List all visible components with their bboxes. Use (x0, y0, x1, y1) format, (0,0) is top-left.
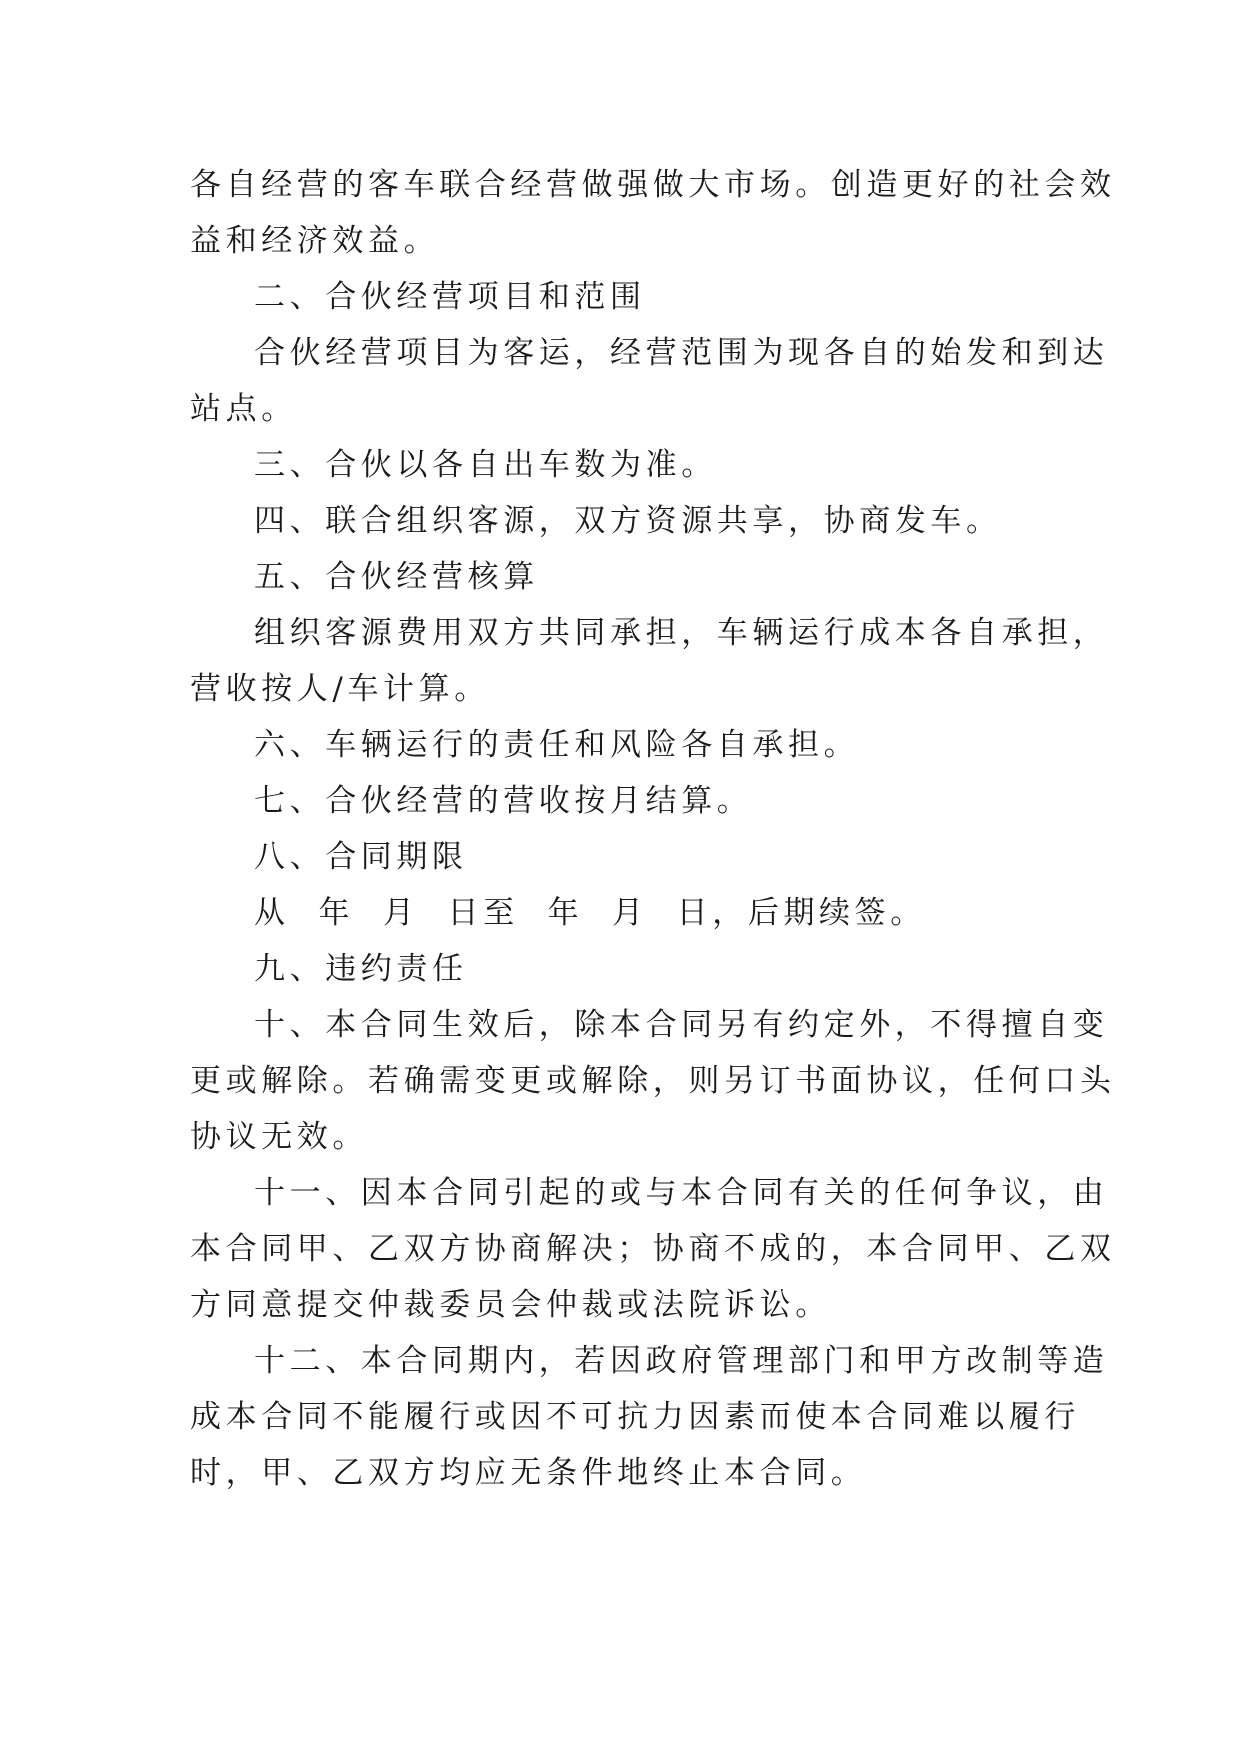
paragraph-line: 十一、因本合同引起的或与本合同有关的任何争议，由 (254, 1175, 1109, 1211)
section-heading: 四、联合组织客源，双方资源共享，协商发车。 (254, 503, 1002, 539)
paragraph-line: 协议无效。 (190, 1119, 368, 1155)
paragraph-line: 各自经营的客车联合经营做强做大市场。创造更好的社会效 (190, 167, 1116, 203)
document-body (190, 157, 1116, 1501)
section-heading: 三、合伙以各自出车数为准。 (254, 447, 717, 483)
section-heading: 七、合伙经营的营收按月结算。 (254, 783, 753, 819)
paragraph-line: 更或解除。若确需变更或解除，则另订书面协议，任何口头 (190, 1063, 1116, 1099)
section-heading: 九、违约责任 (254, 951, 468, 987)
paragraph-line: 组织客源费用双方共同承担，车辆运行成本各自承担， (254, 615, 1109, 651)
paragraph-line: 方同意提交仲裁委员会仲裁或法院诉讼。 (190, 1287, 831, 1323)
section-heading: 六、车辆运行的责任和风险各自承担。 (254, 727, 860, 763)
paragraph-line: 十二、本合同期内，若因政府管理部门和甲方改制等造 (254, 1343, 1109, 1379)
paragraph-line: 十、本合同生效后，除本合同另有约定外，不得擅自变 (254, 1007, 1109, 1043)
paragraph-line: 时，甲、乙双方均应无条件地终止本合同。 (190, 1455, 867, 1491)
paragraph-line: 从 年 月 日至 年 月 日，后期续签。 (254, 895, 926, 931)
paragraph-line: 益和经济效益。 (190, 223, 440, 259)
section-heading: 二、合伙经营项目和范围 (254, 279, 646, 315)
paragraph-line: 站点。 (190, 391, 297, 427)
paragraph-line: 合伙经营项目为客运，经营范围为现各自的始发和到达 (254, 335, 1109, 371)
paragraph-line: 成本合同不能履行或因不可抗力因素而使本合同难以履行 (190, 1399, 1080, 1435)
section-heading: 五、合伙经营核算 (254, 559, 539, 595)
paragraph-line: 本合同甲、乙双方协商解决；协商不成的，本合同甲、乙双 (190, 1231, 1116, 1267)
paragraph-line: 营收按人/车计算。 (190, 671, 490, 707)
section-heading: 八、合同期限 (254, 839, 468, 875)
